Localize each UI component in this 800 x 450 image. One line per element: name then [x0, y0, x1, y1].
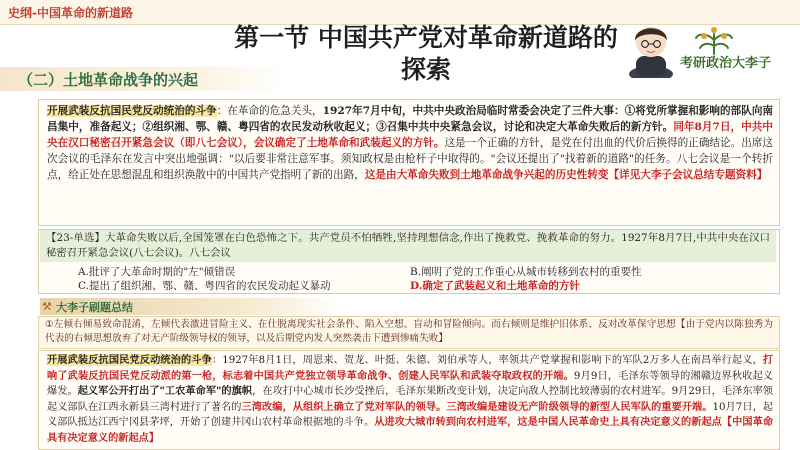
hammer-icon: ⚒ — [42, 300, 52, 313]
block3-text — [47, 353, 773, 447]
option-a[interactable]: A.批评了大革命时期的"左"倾错误 — [78, 266, 236, 278]
block3-p7: 10月7日，起义部队抵达江西宁冈县茅坪，开始了创建井冈山农村革命根据地的斗争。 — [47, 401, 773, 429]
block3-p5: ，在攻打中心城市长沙受挫后，毛泽东果断改变计划，决定向敌人控制比较薄弱的农村进军。9月29日，毛泽东率领起义部队在江西永新县三湾村进行了著名的 — [47, 386, 773, 413]
block1-text — [47, 103, 773, 183]
block3-p8: 从进攻大城市转到向农村进军，这是中国人民革命史上具有决定意义的新起点【中国革命具有决定意义的新起点】 — [47, 416, 774, 444]
block1-lead: 开展武装反抗国民党反动统治的斗争 — [47, 105, 217, 117]
breadcrumb: 史纲-中国革命的新道路 — [8, 6, 133, 20]
content-block-1 — [38, 99, 780, 226]
block1-p3: 同年8月7日，中共中央在汉口秘密召开紧急会议（即八七会议），会议确定了土地革命和武装起义的方针。 — [47, 121, 773, 149]
section-heading: （二）土地革命战争的兴起 — [18, 71, 199, 89]
block1-p5: 这是由大革命失败到土地革命战争兴起的历史性转变 — [364, 169, 609, 181]
avatar — [622, 14, 680, 78]
block1-link[interactable]: 【详见大李子会议总结专题资料】 — [608, 169, 768, 181]
option-b[interactable]: B.阐明了党的工作重心从城市转移到农村的重要性 — [410, 266, 642, 278]
block3-p3: 9月9日，毛泽东等领导的湘赣边界秋收起义爆发。 — [47, 370, 773, 398]
option-c[interactable]: C.提出了组织湘、鄂、赣、粤四省的农民发动起义暴动 — [78, 280, 331, 292]
option-d-answer[interactable]: D.确定了武装起义和土地革命的方针 — [410, 280, 580, 292]
block1-p4: 这是一个正确的方针，是党在付出血的代价后换得的正确结论。出席这次会议的毛泽东在发言中突出地强调："以后要非常注意军事。须知政权是由枪杆子中取得的。"会议还提出了"找着新的道路"的任务。八七会议是一个转折点，给正处在思想混乱和组织涣散中的中国共产党指明了新的出路， — [47, 137, 774, 181]
block3-p6: 三湾改编，从组织上确立了党对军队的领导。三湾改编是建设无产阶级领导的新型人民军队的重要开端。 — [241, 400, 713, 413]
block3-p4: 起义军公开打出了"工农革命军"的旗帜 — [77, 385, 253, 398]
block1-p1: ：在革命的危急关头， — [216, 105, 323, 117]
block3-p1: ：1927年8月1日，周恩来、贺龙、叶挺、朱德、刘伯承等人，率领共产党掌握和影响下的军队2万多人在南昌举行起义， — [211, 355, 763, 366]
content-block-3 — [38, 350, 780, 450]
block1-p2: 1927年7月中旬，中共中央政治局临时常委会决定了三件大事：①将党所掌握和影响的部队向南昌集中，准备起义；②组织湘、鄂、赣、粤四省的农民发动秋收起义；③召集中共中央紧急会议，讨论和决定大革命失败后的新方针。 — [47, 105, 774, 133]
page-title: 第一节 中国共产党对革命新道路的探索 — [234, 23, 618, 84]
summary-text: ①左倾右倾易致命混淆，左倾代表激进冒险主义、在仕脱离现实社会条件、陷入空想、盲动和冒险倾向。而右倾则是维护旧体系、反对改革保守思想【由于党内以陈独秀为代表的右倾思想放弃了对无产阶级领导权的领导，以及后期党内发人突然袭击下遭到惨痛失败】 — [45, 319, 773, 344]
summary-box — [38, 316, 780, 349]
summary-title: 大李子刷题总结 — [56, 301, 133, 314]
block3-lead: 开展武装反抗国民党反动统治的斗争 — [47, 354, 212, 366]
brand-name: 考研政治大李子 — [680, 56, 772, 71]
question-stem: 【23-单选】大革命失败以后,全国笼罩在白色恐怖之下。共产党员不怕牺牲,坚持理想信念,作出了挽救党、挽救革命的努力。1927年8月7日,中共中央在汉口秘密召开紧急会议(八七会议)。八七会议 — [46, 232, 770, 259]
block3-p2: 打响了武装反抗国民党反动派的第一枪，标志着中国共产党独立领导革命战争、创建人民军队和武装夺取政权的开端。 — [47, 354, 773, 382]
